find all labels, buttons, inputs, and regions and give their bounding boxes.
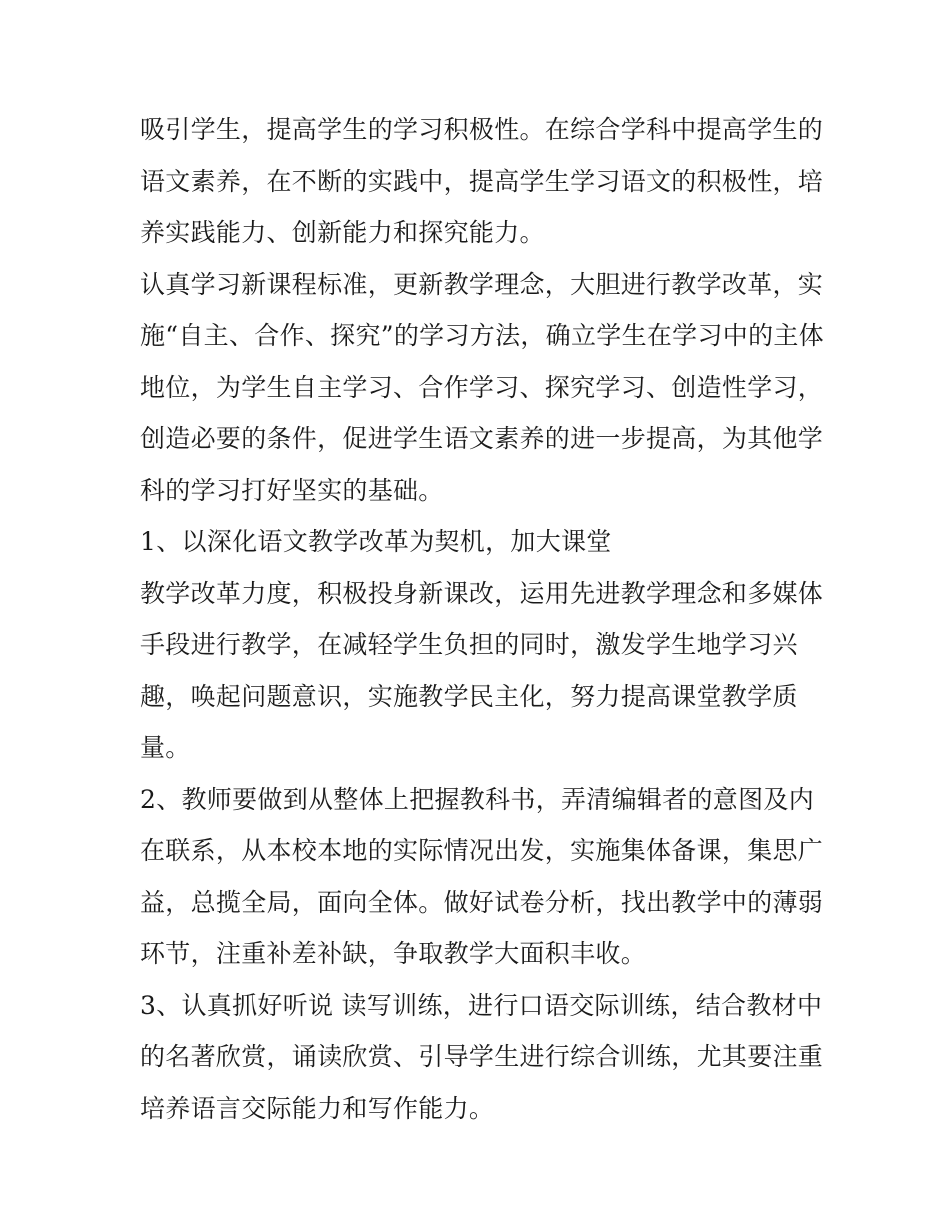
text-line: 2、教师要做到从整体上把握教科书，弄清编辑者的意图及内 — [140, 784, 815, 814]
text-line: 认真学习新课程标准，更新教学理念，大胆进行教学改革，实 — [140, 269, 824, 299]
text-line: 环节，注重补差补缺，争取教学大面积丰收。 — [140, 939, 647, 968]
document-body — [140, 104, 824, 1134]
item-3 — [140, 980, 824, 1135]
text-line: 地位，为学生自主学习、合作学习、探究学习、创造性学习， — [140, 372, 824, 402]
paragraph-curriculum-standards — [140, 259, 824, 517]
item-1-heading — [140, 516, 820, 568]
text-line: 1、以深化语文教学改革为契机，加大课堂 — [140, 527, 612, 556]
text-line: 的名著欣赏，诵读欣赏、引导学生进行综合训练，尤其要注重 — [140, 1042, 824, 1071]
text-line: 益，总揽全局，面向全体。做好试卷分析，找出教学中的薄弱 — [140, 887, 824, 917]
text-line: 创造必要的条件，促进学生语文素养的进一步提高，为其他学 — [140, 424, 824, 453]
text-line: 3、认真抓好听说 读写训练，进行口语交际训练，结合教材中 — [140, 990, 823, 1020]
text-line: 培养语言交际能力和写作能力。 — [140, 1093, 495, 1123]
text-line: 在联系，从本校本地的实际情况出发，实施集体备课，集思广 — [140, 836, 824, 865]
text-line: 施“自主、合作、探究”的学习方法，确立学生在学习中的主体 — [140, 321, 824, 350]
text-line: 科的学习打好坚实的基础。 — [140, 475, 444, 505]
text-line: 量。 — [140, 733, 191, 762]
item-2 — [140, 774, 824, 980]
text-line: 趣，唤起问题意识，实施教学民主化，努力提高课堂教学质 — [140, 681, 798, 711]
text-line: 养实践能力、创新能力和探究能力。 — [140, 218, 545, 247]
text-line: 吸引学生，提高学生的学习积极性。在综合学科中提高学生的 — [140, 115, 824, 144]
text-line: 手段进行教学，在减轻学生负担的同时，激发学生地学习兴 — [140, 630, 798, 659]
item-1-body — [140, 568, 824, 774]
paragraph-intro-continuation — [140, 104, 824, 259]
text-line: 教学改革力度，积极投身新课改，运用先进教学理念和多媒体 — [140, 578, 824, 608]
text-line: 语文素养，在不断的实践中，提高学生学习语文的积极性，培 — [140, 166, 824, 196]
